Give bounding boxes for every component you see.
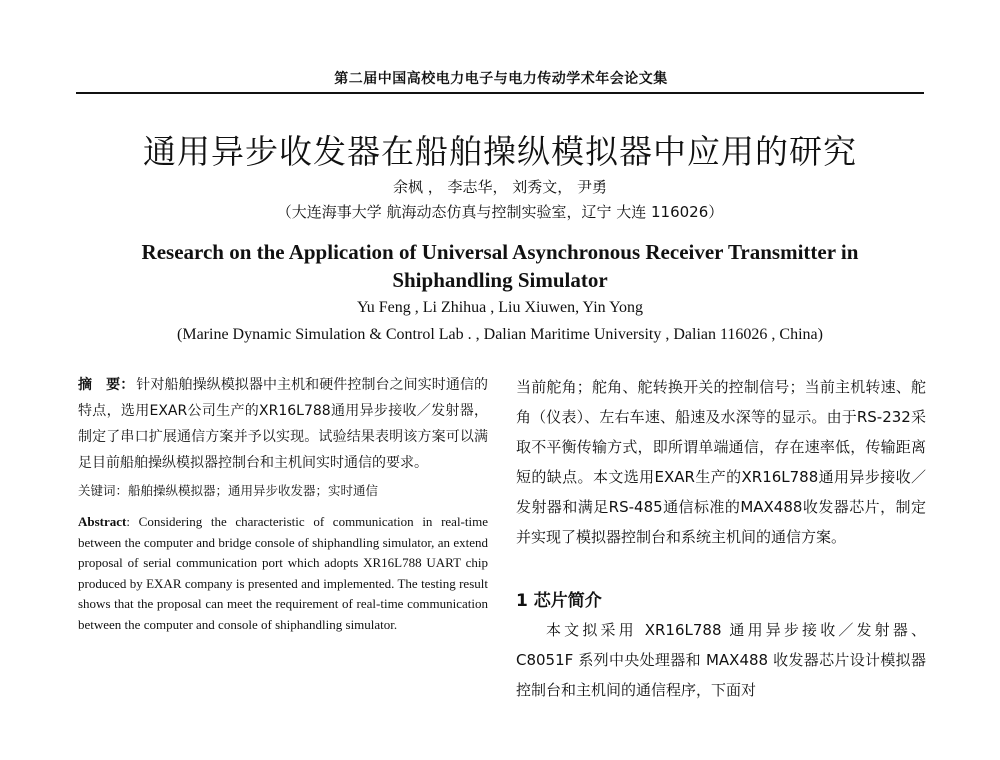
header-rule — [76, 92, 924, 94]
affiliation-cn: （大连海事大学 航海动态仿真与控制实验室，辽宁 大连 116026） — [276, 203, 724, 221]
abstract-cn-label: 摘 要： — [78, 377, 135, 393]
intro-paragraph: 当前舵角；舵角、舵转换开关的控制信号；当前主机转速、舵角（仪表）、左右车速、船速及水深等的显示。由于RS-232采取不平衡传输方式，即所谓单端通信，存在速率低，传输距离短的缺点。本文选用EXAR生产的XR16L788通用异步接收／发射器和满足RS-485通信标准的MAX488收发器芯片，制定并实现了模拟器控制台和系统主机间的通信方案。 — [516, 378, 926, 546]
authors-en: Yu Feng , Li Zhihua , Liu Xiuwen, Yin Yong — [356, 299, 644, 316]
abstract-en-label: Abstract — [78, 514, 127, 529]
abstract-en-text: : Considering the characteristic of communication in real-time between the computer and bridge console of shiphandling simulator, an extend proposal of serial communication port which adopts XR16L788 UART chip produced by EXAR company is presented and implemented. The testing result shows that the proposal can meet the requirement of real-time communication between the computer and console of shiphandling simulator. — [78, 514, 488, 632]
paper-title-en: Research on the Application of Universal Asynchronous Receiver Transmitter in Shiphandling Simulator — [141, 240, 859, 292]
authors-cn: 余枫 ， 李志华， 刘秀文， 尹勇 — [392, 178, 608, 196]
keywords-cn — [78, 480, 488, 502]
keywords-cn-text: 船舶操纵模拟器；通用异步收发器；实时通信 — [128, 483, 379, 498]
proceedings-header: 第二届中国高校电力电子与电力传动学术年会论文集 — [334, 71, 668, 87]
right-column — [516, 372, 926, 705]
paper-title-cn: 通用异步收发器在船舶操纵模拟器中应用的研究 — [143, 132, 857, 171]
section-1-paragraph: 本文拟采用 XR16L788 通用异步接收／发射器、C8051F 系列中央处理器和 MAX488 收发器芯片设计模拟器控制台和主机间的通信程序，下面对 — [516, 621, 926, 699]
abstract-cn — [78, 372, 488, 476]
abstract-cn-text: 针对船舶操纵模拟器中主机和硬件控制台之间实时通信的特点，选用EXAR公司生产的XR16L788通用异步接收／发射器，制定了串口扩展通信方案并予以实现。试验结果表明该方案可以满足目前船舶操纵模拟器控制台和主机间实时通信的要求。 — [78, 377, 489, 471]
abstract-en — [78, 512, 488, 635]
affiliation-en: (Marine Dynamic Simulation & Control Lab . , Dalian Maritime University , Dalian 116026 , China) — [177, 326, 823, 343]
left-column — [78, 372, 488, 635]
section-1-heading: 1 芯片简介 — [516, 591, 602, 611]
keywords-cn-label: 关键词： — [78, 483, 129, 498]
